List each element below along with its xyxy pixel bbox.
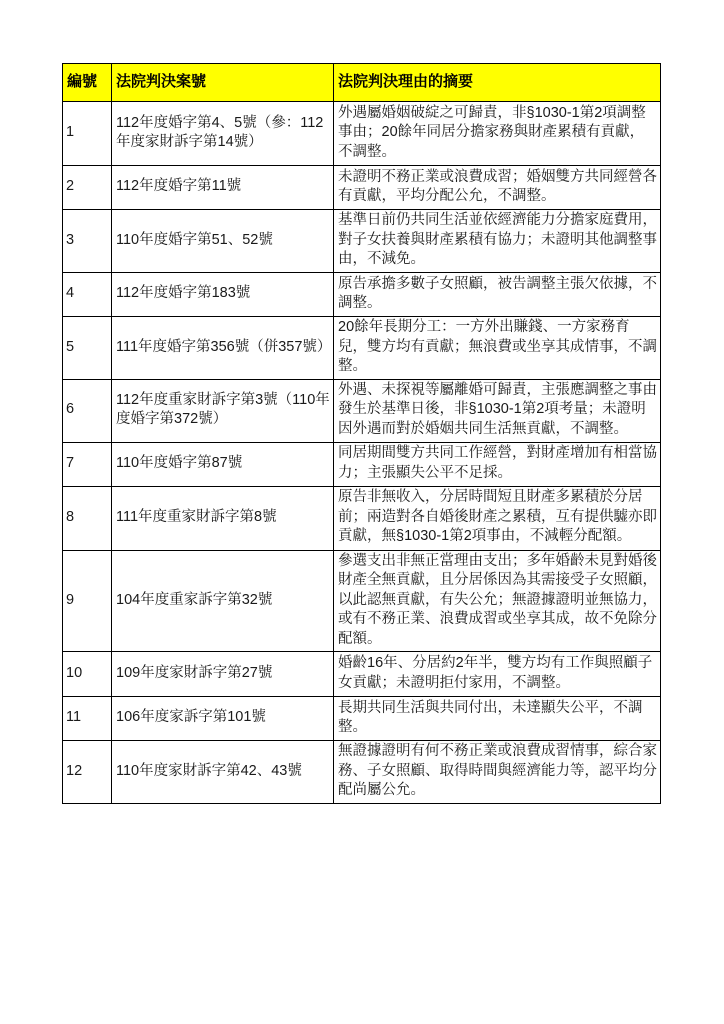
table-row	[63, 652, 661, 697]
summary-cell: 外遇屬婚姻破綻之可歸責，非§1030-1第2項調整事由；20餘年同居分擔家務與財產累積有貢獻，不調整。	[334, 102, 661, 166]
summary-cell: 原告承擔多數子女照顧，被告調整主張欠依據，不調整。	[334, 273, 661, 317]
column-header-case: 法院判決案號	[112, 64, 334, 102]
judgments-table	[62, 63, 661, 804]
row-number-cell: 9	[63, 550, 112, 652]
table-row	[63, 741, 661, 804]
case-number-cell: 112年度婚字第11號	[112, 166, 334, 210]
table-row	[63, 550, 661, 652]
summary-cell: 婚齡16年、分居約2年半，雙方均有工作與照顧子女貢獻；未證明拒付家用，不調整。	[334, 652, 661, 697]
table-row	[63, 697, 661, 741]
summary-cell: 原告非無收入，分居時間短且財產多累積於分居前；兩造對各自婚後財產之累積，互有提供驉亦即貢獻，無§1030-1第2項事由，不減輕分配額。	[334, 486, 661, 550]
case-number-cell: 110年度家財訴字第42、43號	[112, 741, 334, 804]
case-number-cell: 106年度家訴字第101號	[112, 697, 334, 741]
table-header-row	[63, 64, 661, 102]
row-number-cell: 1	[63, 102, 112, 166]
table-row	[63, 442, 661, 486]
case-number-cell: 112年度婚字第4、5號（參：112年度家財訴字第14號）	[112, 102, 334, 166]
summary-cell: 無證據證明有何不務正業或浪費成習情事，綜合家務、子女照顧、取得時間與經濟能力等，認平均分配尚屬公允。	[334, 741, 661, 804]
case-number-cell: 109年度家財訴字第27號	[112, 652, 334, 697]
case-number-cell: 112年度婚字第183號	[112, 273, 334, 317]
summary-cell: 基準日前仍共同生活並依經濟能力分擔家庭費用，對子女扶養與財產累積有協力；未證明其他調整事由，不減免。	[334, 210, 661, 273]
case-number-cell: 112年度重家財訴字第3號（110年度婚字第372號）	[112, 379, 334, 442]
row-number-cell: 8	[63, 486, 112, 550]
row-number-cell: 11	[63, 697, 112, 741]
table-row	[63, 317, 661, 380]
table-row	[63, 273, 661, 317]
row-number-cell: 10	[63, 652, 112, 697]
row-number-cell: 2	[63, 166, 112, 210]
table-row	[63, 486, 661, 550]
row-number-cell: 3	[63, 210, 112, 273]
summary-cell: 長期共同生活與共同付出，未達顯失公平，不調整。	[334, 697, 661, 741]
row-number-cell: 7	[63, 442, 112, 486]
case-number-cell: 111年度重家財訴字第8號	[112, 486, 334, 550]
row-number-cell: 4	[63, 273, 112, 317]
case-number-cell: 111年度婚字第356號（併357號）	[112, 317, 334, 380]
case-number-cell: 104年度重家訴字第32號	[112, 550, 334, 652]
case-number-cell: 110年度婚字第87號	[112, 442, 334, 486]
summary-cell: 參選支出非無正當理由支出；多年婚齡未見對婚後財產全無貢獻，且分居係因為其需接受子女照顧，以此認無貢獻，有失公允；無證據證明並無協力，或有不務正業、浪費成習或坐享其成，故不免除分配額。	[334, 550, 661, 652]
summary-cell: 20餘年長期分工：一方外出賺錢、一方家務育兒，雙方均有貢獻；無浪費或坐享其成情事，不調整。	[334, 317, 661, 380]
summary-cell: 同居期間雙方共同工作經營，對財產增加有相當協力；主張顯失公平不足採。	[334, 442, 661, 486]
case-number-cell: 110年度婚字第51、52號	[112, 210, 334, 273]
table-row	[63, 166, 661, 210]
column-header-summary: 法院判決理由的摘要	[334, 64, 661, 102]
table-row	[63, 379, 661, 442]
summary-cell: 未證明不務正業或浪費成習；婚姻雙方共同經營各有貢獻，平均分配公允，不調整。	[334, 166, 661, 210]
column-header-number: 編號	[63, 64, 112, 102]
table-row	[63, 210, 661, 273]
row-number-cell: 6	[63, 379, 112, 442]
summary-cell: 外遇、未探視等屬離婚可歸責，主張應調整之事由發生於基準日後，非§1030-1第2項考量；未證明因外遇而對於婚姻共同生活無貢獻，不調整。	[334, 379, 661, 442]
table-row	[63, 102, 661, 166]
row-number-cell: 12	[63, 741, 112, 804]
row-number-cell: 5	[63, 317, 112, 380]
